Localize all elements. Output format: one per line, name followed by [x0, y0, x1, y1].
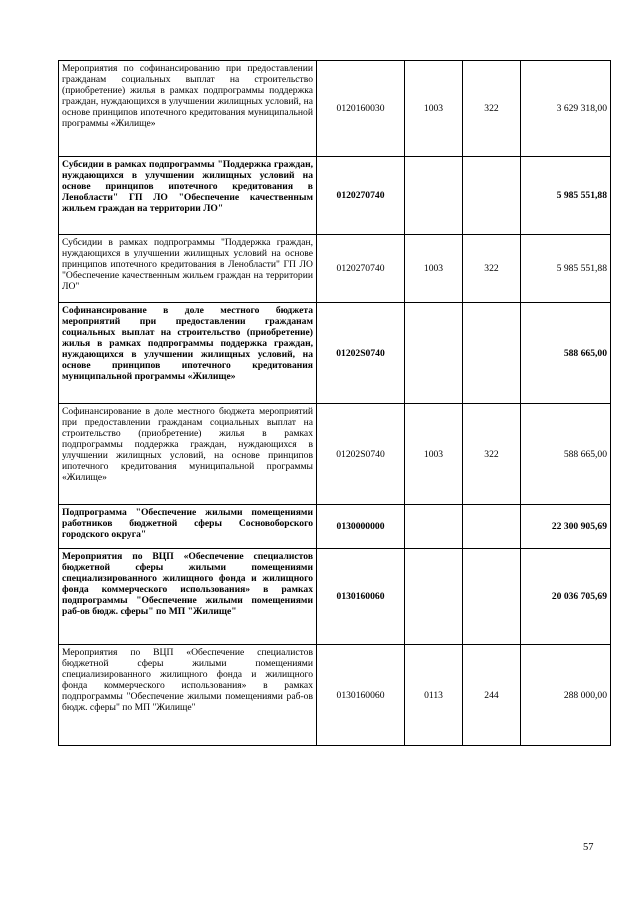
row-expense-type: 322: [463, 61, 521, 157]
table-row: [59, 157, 611, 235]
row-description: Мероприятия по софинансированию при предоставлении гражданам социальных выплат на строительство (приобретение) жилья в рамках подпрограммы поддержка граждан, нуждающихся в улучшении жилищных условий, на основе принципов ипотечного кредитования муниципальной программы «Жилище»: [59, 61, 317, 157]
row-section-code: 0113: [405, 645, 463, 746]
row-section-code: [405, 505, 463, 549]
row-section-code: 1003: [405, 404, 463, 505]
row-target-code: 0130160060: [317, 549, 405, 645]
row-target-code: 01202S0740: [317, 303, 405, 404]
row-section-code: [405, 549, 463, 645]
table-row: [59, 61, 611, 157]
table-row: [59, 505, 611, 549]
row-target-code: 0130160060: [317, 645, 405, 746]
row-section-code: 1003: [405, 61, 463, 157]
row-amount: 20 036 705,69: [521, 549, 611, 645]
row-target-code: 0120160030: [317, 61, 405, 157]
row-expense-type: [463, 549, 521, 645]
row-amount: 5 985 551,88: [521, 157, 611, 235]
row-description: Подпрограмма "Обеспечение жилыми помещениями работников бюджетной сферы Сосновоборского городского округа": [59, 505, 317, 549]
row-target-code: 0120270740: [317, 235, 405, 303]
row-target-code: 0130000000: [317, 505, 405, 549]
row-description: Софинансирование в доле местного бюджета мероприятий при предоставлении гражданам социальных выплат на строительство (приобретение) жилья в рамках подпрограммы поддержка граждан, нуждающихся в улучшении жилищных условий, на основе принципов ипотечного кредитования муниципальной программы «Жилище»: [59, 404, 317, 505]
row-expense-type: [463, 157, 521, 235]
row-description: Субсидии в рамках подпрограммы "Поддержка граждан, нуждающихся в улучшении жилищных условий на основе принципов ипотечного кредитования в Ленобласти" ГП ЛО "Обеспечение качественным жильем граждан на территории ЛО": [59, 157, 317, 235]
table-row: [59, 235, 611, 303]
row-section-code: [405, 303, 463, 404]
row-section-code: [405, 157, 463, 235]
row-expense-type: [463, 303, 521, 404]
row-amount: 588 665,00: [521, 404, 611, 505]
budget-table-body: [59, 61, 611, 746]
table-row: [59, 404, 611, 505]
table-row: [59, 303, 611, 404]
row-description: Мероприятия по ВЦП «Обеспечение специалистов бюджетной сферы жилыми помещениями специализированного жилищного фонда и жилищного фонда коммерческого использования» в рамках подпрограммы "Обеспечение жилыми помещениями раб-ов бюдж. сферы" по МП "Жилище": [59, 549, 317, 645]
row-description: Субсидии в рамках подпрограммы "Поддержка граждан, нуждающихся в улучшении жилищных условий на основе принципов ипотечного кредитования в Ленобласти" ГП ЛО "Обеспечение качественным жильем граждан на территории ЛО": [59, 235, 317, 303]
row-amount: 3 629 318,00: [521, 61, 611, 157]
row-amount: 22 300 905,69: [521, 505, 611, 549]
row-expense-type: 322: [463, 404, 521, 505]
row-amount: 588 665,00: [521, 303, 611, 404]
row-target-code: 0120270740: [317, 157, 405, 235]
row-expense-type: 244: [463, 645, 521, 746]
table-row: [59, 549, 611, 645]
budget-table: [58, 60, 611, 746]
row-amount: 5 985 551,88: [521, 235, 611, 303]
row-expense-type: [463, 505, 521, 549]
row-description: Мероприятия по ВЦП «Обеспечение специалистов бюджетной сферы жилыми помещениями специализированного жилищного фонда и жилищного фонда коммерческого использования» в рамках подпрограммы "Обеспечение жилыми помещениями раб-ов бюдж. сферы" по МП "Жилище": [59, 645, 317, 746]
row-amount: 288 000,00: [521, 645, 611, 746]
table-row: [59, 645, 611, 746]
row-expense-type: 322: [463, 235, 521, 303]
row-description: Софинансирование в доле местного бюджета мероприятий при предоставлении гражданам социальных выплат на строительство (приобретение) жилья в рамках подпрограммы поддержка граждан, нуждающихся в улучшении жилищных условий, на основе принципов ипотечного кредитования муниципальной программы «Жилище»: [59, 303, 317, 404]
row-target-code: 01202S0740: [317, 404, 405, 505]
page-number: 57: [583, 842, 594, 853]
row-section-code: 1003: [405, 235, 463, 303]
